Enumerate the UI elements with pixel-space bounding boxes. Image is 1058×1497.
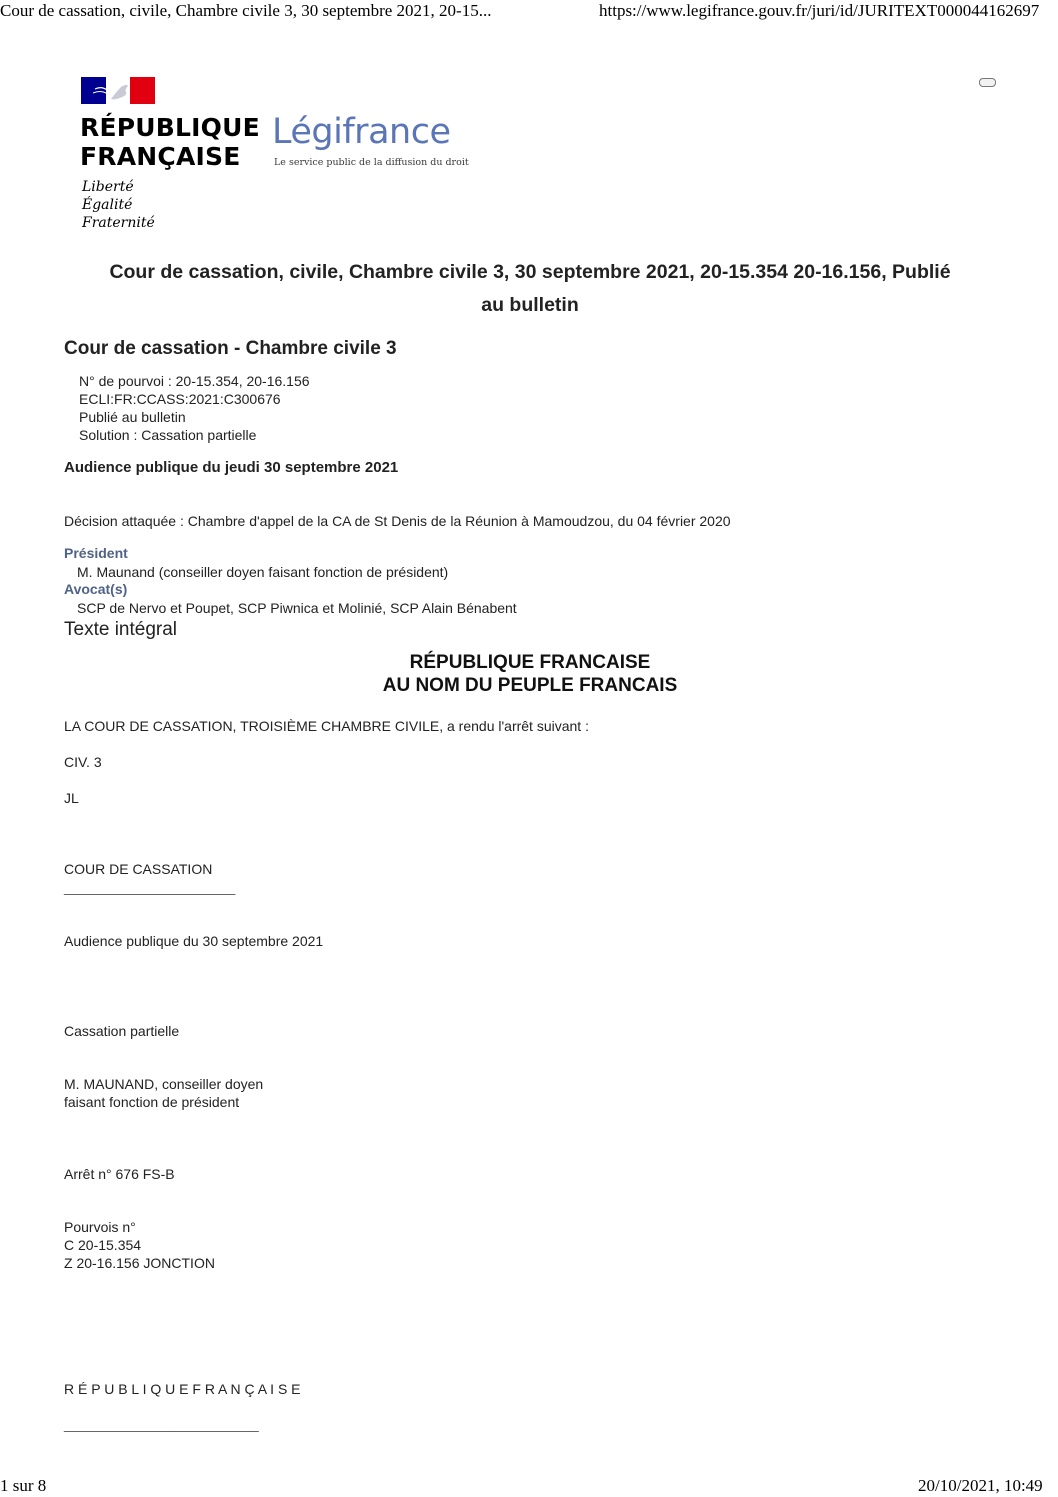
print-header-title: Cour de cassation, civile, Chambre civile 3, 30 septembre 2021, 20-15...: [0, 1, 492, 20]
page-title: Cour de cassation, civile, Chambre civile 3, 30 septembre 2021, 20-15.354 20-16.156, Publié au bulletin: [109, 261, 951, 316]
decision-attaquee: Décision attaquée : Chambre d'appel de la CA de St Denis de la Réunion à Mamoudzou, du 04 février 2020: [64, 513, 731, 529]
ecli-identifier: ECLI:FR:CCASS:2021:C300676: [79, 391, 281, 407]
initials-line: JL: [64, 790, 79, 806]
print-footer-datetime: 20/10/2021, 10:49: [918, 1476, 1043, 1495]
republique-heading: RÉPUBLIQUE FRANCAISE AU NOM DU PEUPLE FRANCAIS: [382, 652, 678, 696]
publication-status: Publié au bulletin: [79, 409, 186, 425]
president-line-1: M. MAUNAND, conseiller doyen: [64, 1076, 264, 1092]
texte-integral-heading: Texte intégral: [64, 619, 178, 640]
print-footer-page: 1 sur 8: [0, 1476, 47, 1495]
separator-rule: ______________________: [64, 879, 236, 895]
cour-line: COUR DE CASSATION: [64, 861, 213, 877]
audience-line: Audience publique du 30 septembre 2021: [64, 933, 324, 949]
president-label: Président: [64, 545, 128, 561]
decision-metadata: [79, 372, 310, 444]
print-header-url: https://www.legifrance.gouv.fr/juri/id/JURITEXT000044162697: [599, 1, 1040, 20]
solution: Solution : Cassation partielle: [79, 427, 257, 443]
cassation-line: Cassation partielle: [64, 1023, 180, 1039]
audience-date: Audience publique du jeudi 30 septembre 2021: [64, 459, 399, 476]
arret-line: Arrêt n° 676 FS-B: [64, 1166, 175, 1182]
civ-line: CIV. 3: [64, 754, 102, 770]
intro-line: LA COUR DE CASSATION, TROISIÈME CHAMBRE CIVILE, a rendu l'arrêt suivant :: [64, 718, 589, 734]
separator-rule-2: _________________________: [64, 1416, 259, 1432]
pourvois-label: Pourvois n°: [64, 1219, 136, 1235]
french-flag-logo: [81, 77, 155, 104]
republique-francaise-wordmark: RÉPUBLIQUE FRANÇAISE: [80, 113, 260, 171]
marianne-profile-icon: [81, 77, 155, 104]
devise: Liberté Égalité Fraternité: [82, 179, 155, 231]
pourvoi-z: Z 20-16.156 JONCTION: [64, 1255, 215, 1271]
president-value: M. Maunand (conseiller doyen faisant fonction de président): [77, 564, 449, 580]
avocats-value: SCP de Nervo et Poupet, SCP Piwnica et Molinié, SCP Alain Bénabent: [77, 600, 517, 616]
spaced-republique: R É P U B L I Q U E F R A N Ç A I S E: [64, 1381, 301, 1397]
avocats-label: Avocat(s): [64, 581, 128, 597]
court-heading: Cour de cassation - Chambre civile 3: [64, 338, 397, 359]
legifrance-tagline: Le service public de la diffusion du droit: [274, 157, 469, 168]
toggle-button[interactable]: [979, 78, 996, 87]
president-line-2: faisant fonction de président: [64, 1094, 240, 1110]
pourvoi-c: C 20-15.354: [64, 1237, 142, 1253]
pourvoi-number: N° de pourvoi : 20-15.354, 20-16.156: [79, 373, 310, 389]
legifrance-logo[interactable]: Légifrance: [272, 112, 451, 152]
